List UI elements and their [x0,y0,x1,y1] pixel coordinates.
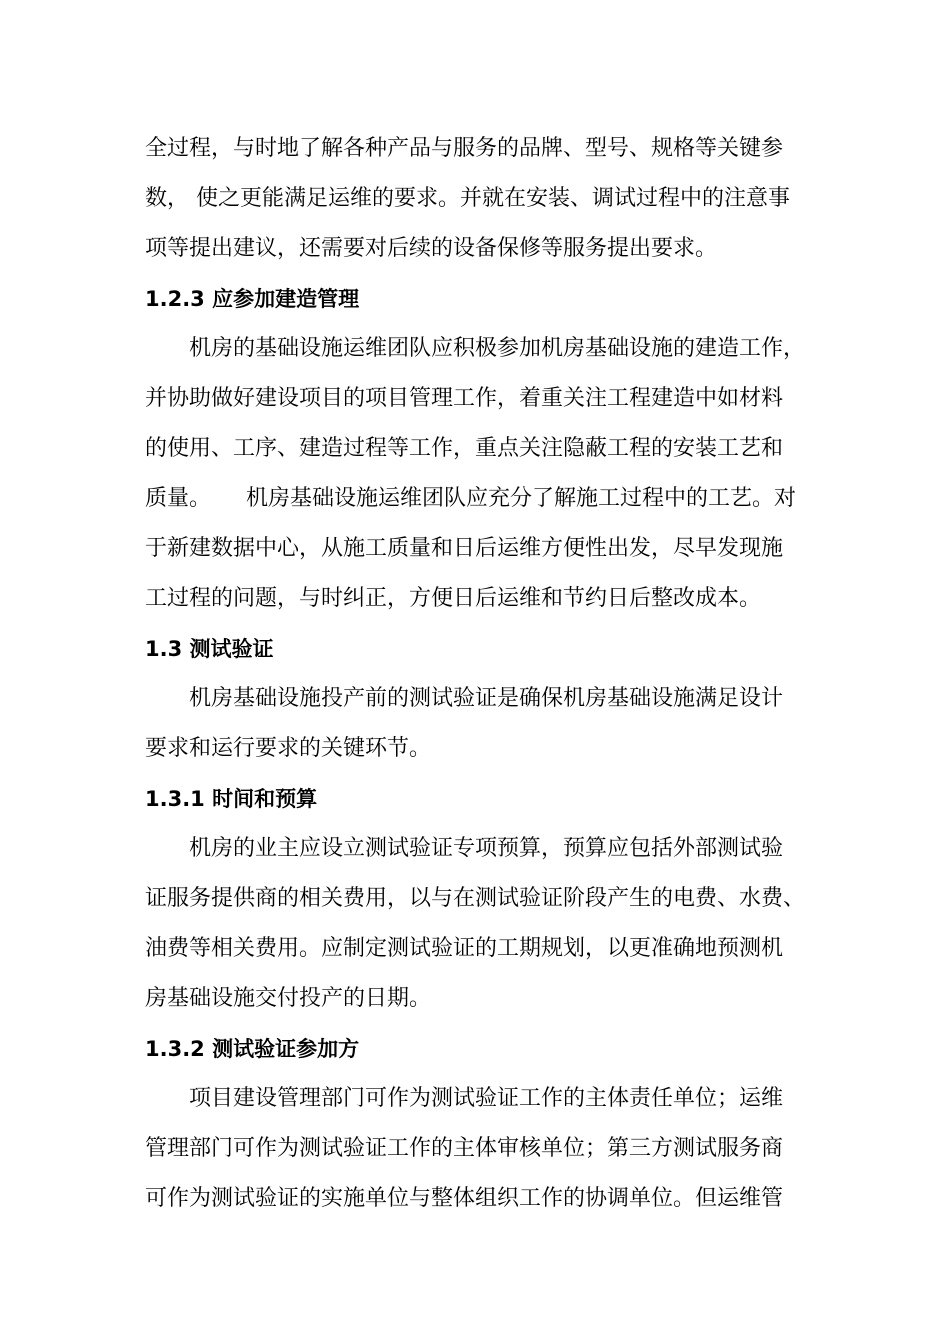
paragraph-first-line: 机房的业主应设立测试验证专项预算，预算应包括外部测试验 [189,836,784,861]
document-body [145,124,817,1224]
paragraph-first-line: 机房基础设施投产前的测试验证是确保机房基础设施满足设计 [189,686,784,711]
body-line: 要求和运行要求的关键环节。 [145,736,432,761]
body-line: 项等提出建议，还需要对后续的设备保修等服务提出要求。 [145,236,718,261]
body-line: 可作为测试验证的实施单位与整体组织工作的协调单位。但运维管 [145,1186,784,1211]
body-line: 质量。 机房基础设施运维团队应充分了解施工过程中的工艺。对 [145,486,796,511]
section-heading: 1.2.3 应参加建造管理 [145,287,360,311]
body-line: 证服务提供商的相关费用，以与在测试验证阶段产生的电费、水费、 [145,886,806,911]
section-heading: 1.3 测试验证 [145,637,274,661]
body-line: 工过程的问题，与时纠正，方便日后运维和节约日后整改成本。 [145,586,762,611]
body-line: 并协助做好建设项目的项目管理工作，着重关注工程建造中如材料 [145,386,784,411]
body-line: 油费等相关费用。应制定测试验证的工期规划，以更准确地预测机 [145,936,784,961]
body-line: 于新建数据中心，从施工质量和日后运维方便性出发，尽早发现施 [145,536,784,561]
body-line: 数， 使之更能满足运维的要求。并就在安装、调试过程中的注意事 [145,186,790,211]
section-heading: 1.3.1 时间和预算 [145,787,318,811]
body-line: 全过程，与时地了解各种产品与服务的品牌、型号、规格等关键参 [145,136,784,161]
body-line: 房基础设施交付投产的日期。 [145,986,432,1011]
section-heading: 1.3.2 测试验证参加方 [145,1037,360,1061]
body-line: 管理部门可作为测试验证工作的主体审核单位；第三方测试服务商 [145,1136,784,1161]
paragraph-first-line: 机房的基础设施运维团队应积极参加机房基础设施的建造工作， [189,336,806,361]
paragraph-first-line: 项目建设管理部门可作为测试验证工作的主体责任单位；运维 [189,1086,784,1111]
body-line: 的使用、工序、建造过程等工作，重点关注隐蔽工程的安装工艺和 [145,436,784,461]
